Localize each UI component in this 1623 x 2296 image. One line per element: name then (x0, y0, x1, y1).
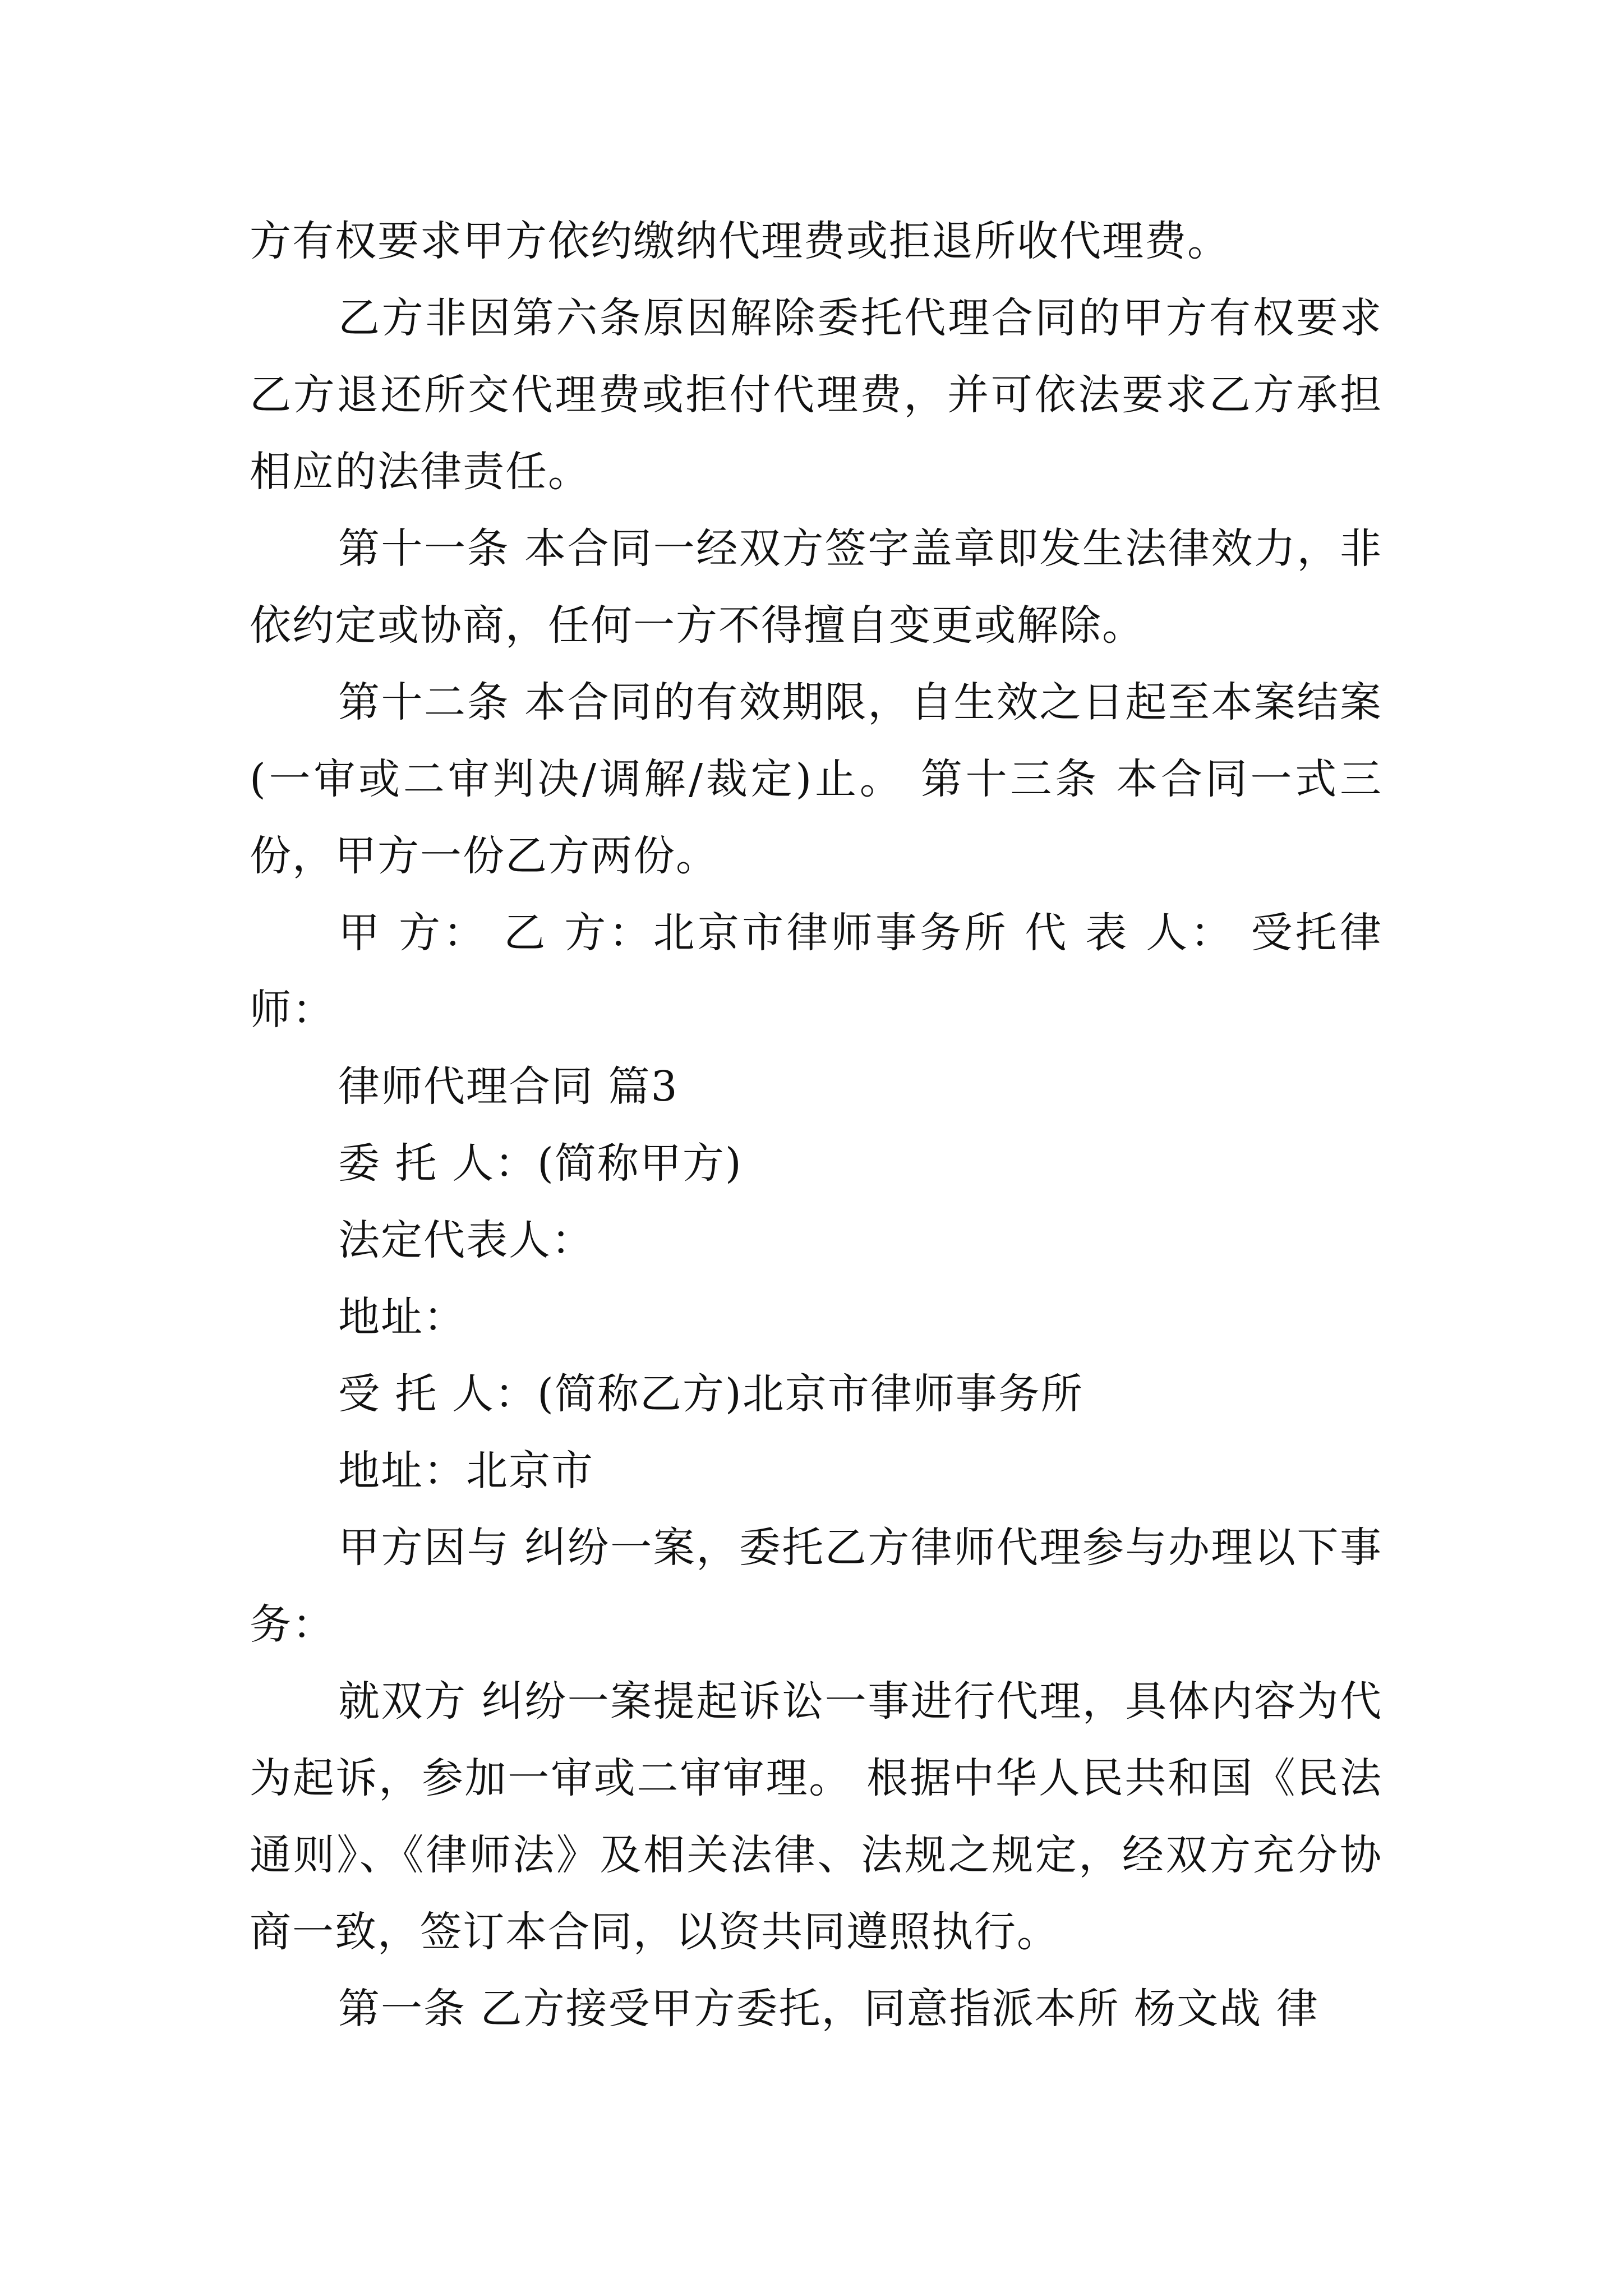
field-principal-address: 地址： (338, 1293, 466, 1341)
contract-text-body (250, 203, 1382, 2047)
paragraph-case-entrustment: 甲方因与 纠纷一案，委托乙方律师代理参与办理以下事务： (250, 1524, 1382, 1649)
paragraph-signatures: 甲 方： 乙 方：北京市律师事务所 代 表 人： 受托律师： (250, 909, 1382, 1034)
field-agent-address: 地址：北京市 (338, 1447, 594, 1495)
paragraph-article-11: 第十一条 本合同一经双方签字盖章即发生法律效力，非依约定或协商，任何一方不得擅自变更或解除。 (250, 524, 1382, 650)
section-title-contract-3: 律师代理合同 篇3 (338, 1062, 679, 1111)
field-principal: 委 托 人：(简称甲方) (338, 1139, 743, 1188)
paragraph-article-12-13: 第十二条 本合同的有效期限，自生效之日起至本案结案(一审或二审判决/调解/裁定)止。 第十三条 本合同一式三份，甲方一份乙方两份。 (250, 678, 1382, 880)
paragraph-termination-refund: 乙方非因第六条原因解除委托代理合同的甲方有权要求乙方退还所交代理费或拒付代理费，并可依法要求乙方承担相应的法律责任。 (250, 294, 1382, 496)
paragraph-article-1: 第一条 乙方接受甲方委托，同意指派本所 杨文战 律 (338, 1985, 1319, 2033)
field-agent: 受 托 人：(简称乙方)北京市律师事务所 (338, 1370, 1083, 1418)
paragraph-litigation-scope: 就双方 纠纷一案提起诉讼一事进行代理，具体内容为代为起诉，参加一审或二审审理。 根据中华人民共和国《民法通则》、《律师法》及相关法律、法规之规定，经双方充分协商一致，签订本合同，以资共同遵照执行。 (250, 1677, 1382, 1956)
field-legal-representative: 法定代表人： (338, 1216, 594, 1264)
paragraph-agency-fee-right: 方有权要求甲方依约缴纳代理费或拒退所收代理费。 (250, 217, 1230, 265)
